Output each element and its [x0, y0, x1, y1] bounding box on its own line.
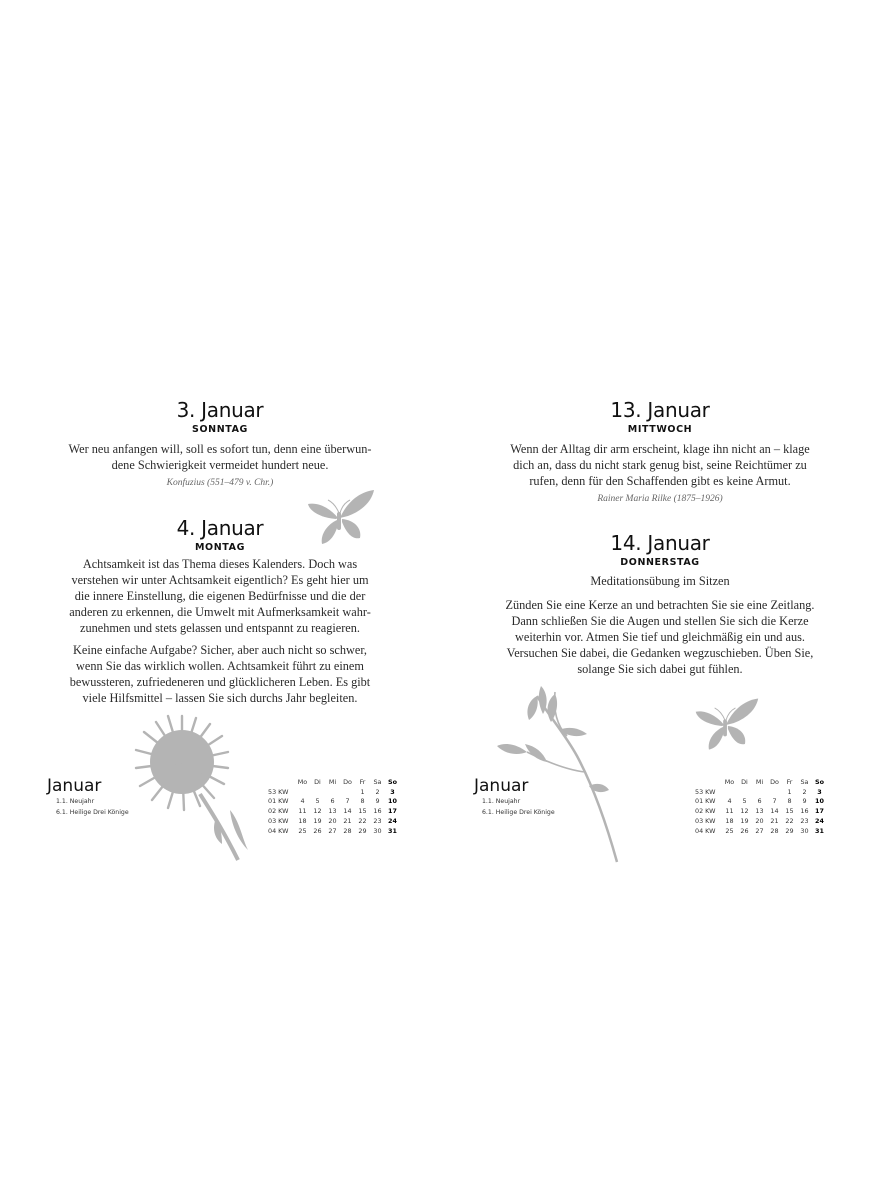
- calendar-week-row: [695, 816, 827, 826]
- calendar-day: 6: [757, 797, 762, 806]
- text-line: Wenn der Alltag dir arm erscheint, klage ihn nicht an – klage: [510, 442, 810, 456]
- entry-subtitle: Meditationsübung im Sitzen: [590, 574, 730, 588]
- calendar-day: 31: [388, 826, 397, 835]
- entry-date: 3. Januar: [176, 398, 264, 422]
- text-line: Achtsamkeit ist das Thema dieses Kalenders. Doch was: [82, 557, 358, 571]
- quote-citation: Rainer Maria Rilke (1875–1926): [597, 494, 723, 504]
- butterfly-icon: [690, 694, 762, 756]
- calendar-day: 19: [313, 817, 322, 826]
- calendar-week-row: [268, 806, 400, 816]
- text-line: Dann schließen Sie die Augen und stellen Sie sich die Kerze: [511, 614, 809, 628]
- calendar-day: 21: [770, 817, 779, 826]
- calendar-day: 22: [358, 817, 367, 826]
- calendar-day: [295, 787, 310, 797]
- calendar-day: 15: [785, 807, 794, 816]
- day-header: Mi: [755, 777, 764, 786]
- calendar-day: [752, 787, 767, 797]
- calendar-day: 18: [725, 817, 734, 826]
- calendar-day: 1: [787, 787, 792, 796]
- calendar-day: 28: [770, 826, 779, 835]
- calendar-day: 20: [328, 817, 337, 826]
- entry-weekday: DONNERSTAG: [620, 557, 700, 568]
- calendar-day: 9: [375, 797, 380, 806]
- calendar-day: 11: [298, 807, 307, 816]
- day-header: Sa: [800, 777, 809, 786]
- calendar-day: 7: [772, 797, 777, 806]
- calendar-day: 27: [328, 826, 337, 835]
- calendar-day: 28: [343, 826, 352, 835]
- calendar-day: 7: [345, 797, 350, 806]
- calendar-day: [737, 787, 752, 797]
- calendar-day: 25: [298, 826, 307, 835]
- entry-date: 4. Januar: [176, 516, 264, 540]
- calendar-week-row: [268, 797, 400, 807]
- week-number: 04 KW: [268, 826, 289, 835]
- calendar-day: 31: [815, 826, 824, 835]
- day-header: Mo: [724, 777, 735, 786]
- calendar-day: 1: [360, 787, 365, 796]
- calendar-day: 30: [800, 826, 809, 835]
- text-line: Wer neu anfangen will, soll es sofort tun, denn eine überwun-: [68, 442, 372, 456]
- calendar-day: 4: [727, 797, 732, 806]
- calendar-day: 29: [785, 826, 794, 835]
- day-header: Do: [343, 777, 352, 786]
- week-number: 53 KW: [268, 787, 289, 796]
- day-header: Di: [314, 777, 321, 786]
- right-page: [440, 0, 880, 1200]
- week-number: 02 KW: [695, 807, 716, 816]
- entry-text: [20, 556, 420, 636]
- mini-calendar: [695, 777, 827, 836]
- entry-date: 14. Januar: [610, 531, 710, 555]
- entry-quote: [460, 441, 860, 489]
- calendar-day: 23: [800, 817, 809, 826]
- calendar-day: 16: [800, 807, 809, 816]
- week-number: 03 KW: [695, 817, 716, 826]
- calendar-header-row: [268, 777, 400, 787]
- text-line: wenn Sie das wirklich wollen. Achtsamkeit führt zu einem: [76, 659, 364, 673]
- day-header: So: [815, 777, 824, 786]
- calendar-day: 10: [388, 797, 397, 806]
- quote-citation: Konfuzius (551–479 v. Chr.): [166, 478, 274, 488]
- text-line: anderen zu erkennen, die Umwelt mit Aufmerksamkeit wahr-: [69, 605, 371, 619]
- calendar-day: [722, 787, 737, 797]
- day-header: Do: [770, 777, 779, 786]
- entry-weekday: SONNTAG: [192, 424, 248, 435]
- calendar-day: 12: [313, 807, 322, 816]
- calendar-day: [340, 787, 355, 797]
- text-line: Zünden Sie eine Kerze an und betrachten Sie sie eine Zeitlang.: [505, 598, 815, 612]
- day-header: Fr: [359, 777, 366, 786]
- calendar-day: [325, 787, 340, 797]
- dandelion-icon: [130, 710, 260, 870]
- holiday-item: 6.1. Heilige Drei Könige: [56, 809, 129, 816]
- text-line: die innere Einstellung, die eigenen Bedürfnisse und die der: [74, 589, 366, 603]
- day-header: Sa: [373, 777, 382, 786]
- calendar-day: 26: [740, 826, 749, 835]
- calendar-day: 11: [725, 807, 734, 816]
- mini-calendar: [268, 777, 400, 836]
- month-title: Januar: [47, 776, 102, 796]
- calendar-header-row: [695, 777, 827, 787]
- calendar-day: 16: [373, 807, 382, 816]
- calendar-day: 22: [785, 817, 794, 826]
- calendar-day: 18: [298, 817, 307, 826]
- calendar-day: 9: [802, 797, 807, 806]
- calendar-day: 3: [817, 787, 822, 796]
- calendar-corner: [695, 777, 722, 787]
- day-header: Mi: [328, 777, 337, 786]
- calendar-day: 12: [740, 807, 749, 816]
- calendar-corner: [268, 777, 295, 787]
- calendar-day: 29: [358, 826, 367, 835]
- calendar-day: 5: [742, 797, 747, 806]
- calendar-week-row: [695, 806, 827, 816]
- calendar-day: 13: [755, 807, 764, 816]
- text-line: Versuchen Sie dabei, die Gedanken wegzuschieben. Üben Sie,: [506, 646, 814, 660]
- calendar-day: 17: [388, 807, 397, 816]
- calendar-day: 4: [300, 797, 305, 806]
- text-line: dene Schwierigkeit vermeidet hundert neue.: [111, 458, 329, 472]
- text-line: Keine einfache Aufgabe? Sicher, aber auch nicht so schwer,: [72, 643, 367, 657]
- entry-weekday: MONTAG: [195, 542, 245, 553]
- entry-text: [20, 642, 420, 706]
- calendar-day: 23: [373, 817, 382, 826]
- calendar-day: 14: [343, 807, 352, 816]
- calendar-week-row: [268, 826, 400, 836]
- calendar-day: 5: [315, 797, 320, 806]
- calendar-day: 8: [787, 797, 792, 806]
- text-line: zunehmen und stets gelassen und entspannt zu reagieren.: [79, 621, 360, 635]
- entry-text: [460, 597, 860, 677]
- week-number: 53 KW: [695, 787, 716, 796]
- calendar-day: 17: [815, 807, 824, 816]
- week-number: 01 KW: [268, 797, 289, 806]
- calendar-day: 8: [360, 797, 365, 806]
- calendar-week-row: [268, 787, 400, 797]
- week-number: 02 KW: [268, 807, 289, 816]
- holiday-item: 1.1. Neujahr: [482, 798, 521, 805]
- entry-weekday: MITTWOCH: [627, 424, 693, 435]
- calendar-week-row: [695, 797, 827, 807]
- calendar-day: 15: [358, 807, 367, 816]
- calendar-day: 3: [390, 787, 395, 796]
- calendar-day: 24: [815, 817, 824, 826]
- calendar-day: 24: [388, 817, 397, 826]
- entry-date: 13. Januar: [610, 398, 710, 422]
- month-title: Januar: [474, 776, 529, 796]
- week-number: 03 KW: [268, 817, 289, 826]
- text-line: dich an, dass du nicht stark genug bist, seine Reichtümer zu: [513, 458, 807, 472]
- day-header: Di: [741, 777, 748, 786]
- text-line: rufen, denn für den Schaffenden gibt es keine Armut.: [529, 474, 791, 488]
- calendar-day: 30: [373, 826, 382, 835]
- calendar-day: [310, 787, 325, 797]
- text-line: solange Sie sich dabei gut fühlen.: [577, 662, 743, 676]
- calendar-day: 10: [815, 797, 824, 806]
- calendar-day: 6: [330, 797, 335, 806]
- calendar-week-row: [695, 787, 827, 797]
- calendar-day: 27: [755, 826, 764, 835]
- calendar-week-row: [695, 826, 827, 836]
- week-number: 01 KW: [695, 797, 716, 806]
- calendar-day: 21: [343, 817, 352, 826]
- week-number: 04 KW: [695, 826, 716, 835]
- calendar-day: 20: [755, 817, 764, 826]
- day-header: Fr: [786, 777, 793, 786]
- holiday-item: 1.1. Neujahr: [56, 798, 95, 805]
- calendar-day: 2: [375, 787, 380, 796]
- calendar-day: 13: [328, 807, 337, 816]
- day-header: So: [388, 777, 397, 786]
- entry-quote: [20, 441, 420, 473]
- calendar-day: 26: [313, 826, 322, 835]
- text-line: bewussteren, zufriedeneren und glücklicheren Leben. Es gibt: [69, 675, 371, 689]
- calendar-day: 25: [725, 826, 734, 835]
- calendar-day: [767, 787, 782, 797]
- calendar-week-row: [268, 816, 400, 826]
- text-line: verstehen wir unter Achtsamkeit eigentlich? Es geht hier um: [71, 573, 369, 587]
- text-line: viele Hilfsmittel – lassen Sie sich durchs Jahr begleiten.: [82, 691, 358, 705]
- calendar-day: 14: [770, 807, 779, 816]
- day-header: Mo: [297, 777, 308, 786]
- calendar-day: 19: [740, 817, 749, 826]
- holiday-item: 6.1. Heilige Drei Könige: [482, 809, 555, 816]
- text-line: weiterhin vor. Atmen Sie tief und gleichmäßig ein und aus.: [515, 630, 805, 644]
- calendar-day: 2: [802, 787, 807, 796]
